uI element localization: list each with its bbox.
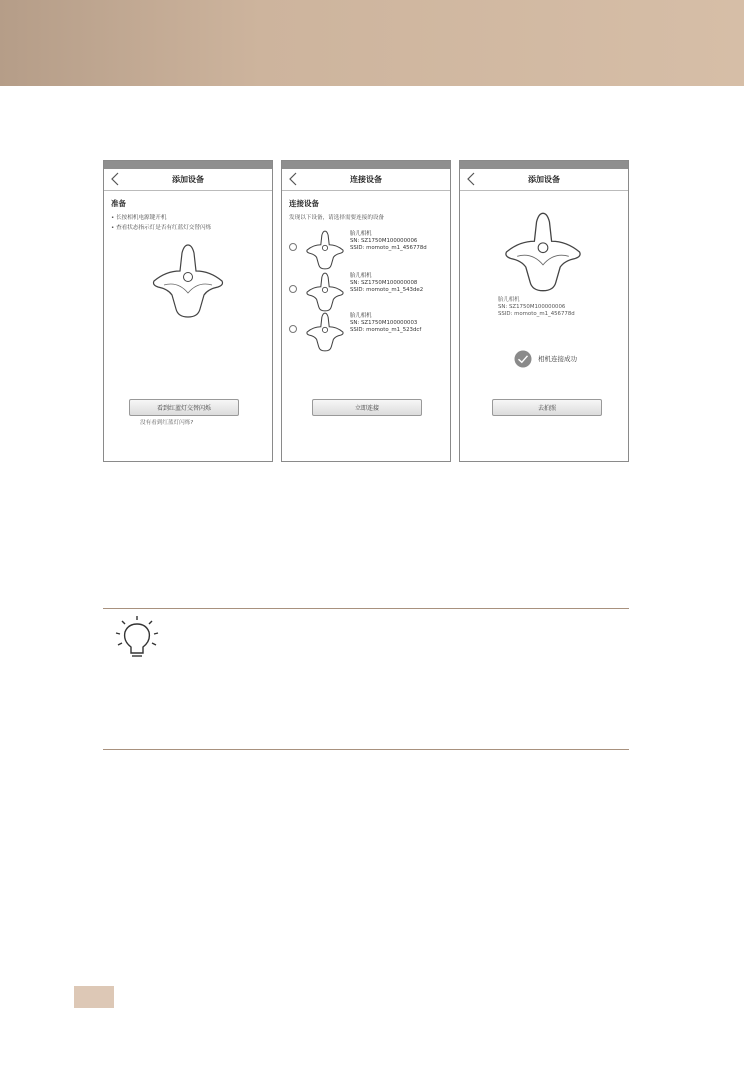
bullet-power: • 长按相机电源键开机	[111, 215, 167, 221]
status-bar	[104, 161, 272, 169]
go-photo-button[interactable]: 去拍照	[492, 399, 602, 416]
device-ssid: SSID: momoto_m1_456778d	[350, 245, 427, 251]
nav-title: 添加设备	[528, 175, 560, 184]
device-sn: SN: SZ1750M100000006	[498, 304, 566, 310]
device-ssid: SSID: momoto_m1_456778d	[498, 311, 575, 317]
check-circle-icon	[514, 350, 532, 368]
device-name: 胎儿相机	[498, 297, 520, 303]
device-row[interactable]	[287, 311, 447, 353]
screen-prepare	[103, 160, 273, 462]
back-chevron-icon[interactable]	[110, 172, 120, 186]
device-name: 胎儿相机	[350, 273, 372, 279]
device-sn: SN: SZ1750M100000008	[350, 280, 418, 286]
device-sn: SN: SZ1750M100000003	[350, 320, 418, 326]
lightbulb-icon	[113, 615, 161, 661]
section-title: 准备	[111, 199, 126, 208]
device-info	[350, 273, 423, 294]
device-ssid: SSID: momoto_m1_523dcf	[350, 327, 422, 333]
nav-bar	[282, 169, 450, 191]
device-radio[interactable]	[289, 325, 297, 333]
header-band	[0, 0, 744, 86]
device-name: 胎儿相机	[350, 313, 372, 319]
screen-connect	[281, 160, 451, 462]
nav-title: 添加设备	[172, 175, 204, 184]
back-chevron-icon[interactable]	[466, 172, 476, 186]
tip-box	[103, 608, 629, 750]
fetal-camera-icon	[498, 209, 588, 295]
device-radio[interactable]	[289, 285, 297, 293]
device-info	[498, 297, 575, 318]
device-info	[350, 231, 427, 252]
device-ssid: SSID: momoto_m1_543de2	[350, 287, 424, 293]
status-bar	[282, 161, 450, 169]
nav-title: 连接设备	[350, 175, 382, 184]
fetal-camera-icon	[303, 311, 347, 353]
fetal-camera-icon	[303, 271, 347, 313]
page-number-tab	[74, 986, 114, 1008]
fetal-camera-icon	[303, 229, 347, 271]
device-row[interactable]	[287, 271, 447, 313]
bullet-indicator: • 查看状态指示灯是否有红蓝灯交替闪烁	[111, 225, 212, 231]
device-name: 胎儿相机	[350, 231, 372, 237]
status-bar	[460, 161, 628, 169]
nav-bar	[104, 169, 272, 191]
section-title: 连接设备	[289, 199, 319, 208]
nav-bar	[460, 169, 628, 191]
success-message: 相机连接成功	[538, 355, 577, 363]
device-row[interactable]	[287, 229, 447, 271]
help-link[interactable]: 没有看到红蓝灯闪烁?	[140, 420, 194, 426]
connect-subtitle: 发现以下设备，请选择需要连接的设备	[289, 215, 385, 221]
fetal-camera-icon	[148, 241, 228, 321]
connect-now-button[interactable]: 立即连接	[312, 399, 422, 416]
device-radio[interactable]	[289, 243, 297, 251]
seen-lights-button[interactable]: 看到红蓝灯交替闪烁	[129, 399, 239, 416]
device-sn: SN: SZ1750M100000006	[350, 238, 418, 244]
back-chevron-icon[interactable]	[288, 172, 298, 186]
device-info	[350, 313, 421, 334]
screen-success	[459, 160, 629, 462]
